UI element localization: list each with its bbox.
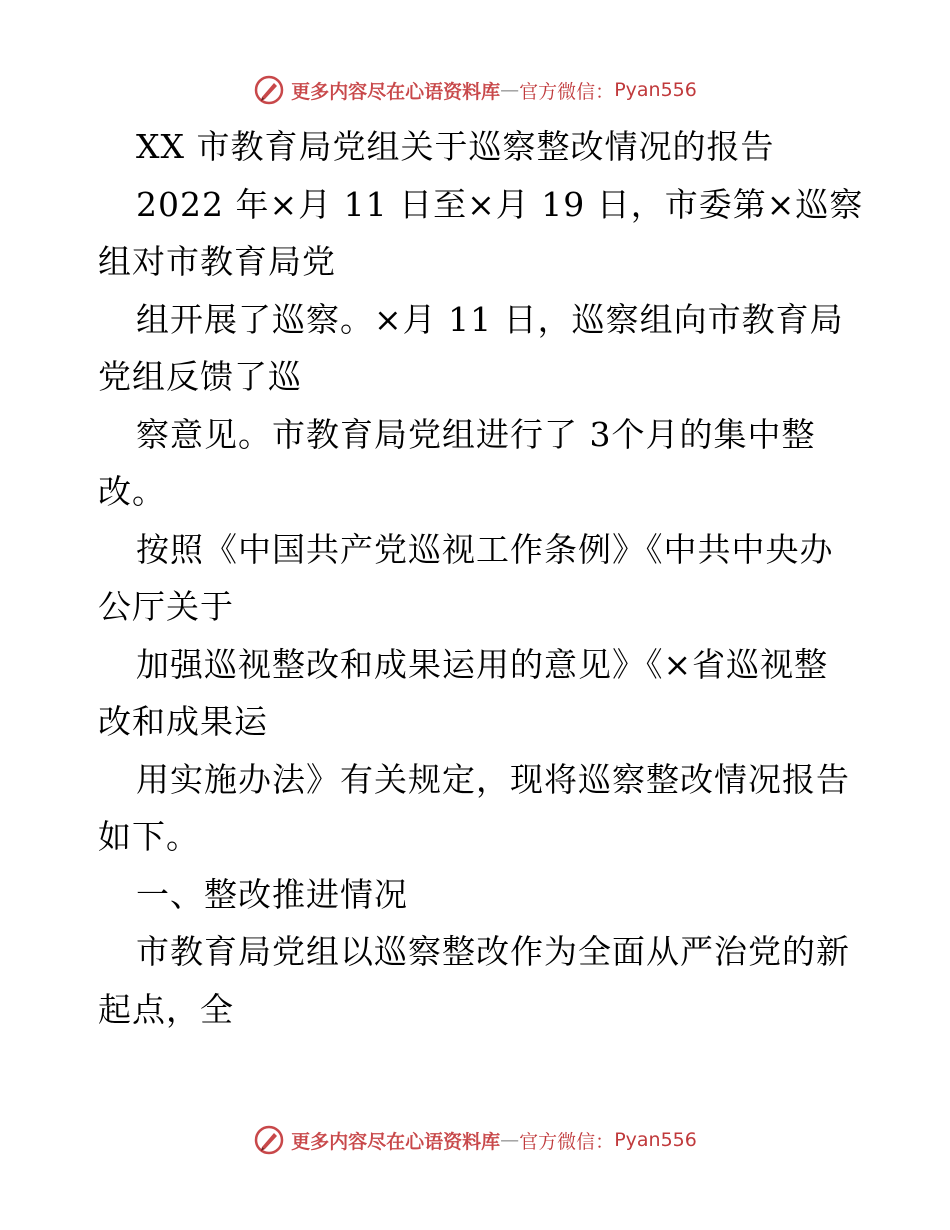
banner-main-text: 更多内容尽在心语资料库 xyxy=(291,80,501,103)
document-body xyxy=(98,118,864,1038)
section-heading: 一、整改推进情况 xyxy=(136,874,408,914)
pen-logo-icon xyxy=(253,74,285,106)
banner-wechat-id: Pyan556 xyxy=(614,79,697,101)
paragraph-line: 起点，全 xyxy=(98,989,234,1029)
paragraph-line: 改和成果运 xyxy=(98,702,268,741)
paragraph-line: 党组反馈了巡 xyxy=(98,357,302,396)
paragraph-line: 用实施办法》有关规定，现将巡察整改情况报告 xyxy=(136,759,850,799)
banner-dash: — xyxy=(500,79,520,101)
document-title: XX 市教育局党组关于巡察整改情况的报告 xyxy=(136,127,775,166)
paragraph-line: 组开展了巡察。×月 11 日，巡察组向市教育局 xyxy=(136,299,844,339)
paragraph-line: 2022 年×月 11 日至×月 19 日，市委第×巡察 xyxy=(136,184,864,224)
banner-wechat-id: Pyan556 xyxy=(614,1129,697,1151)
header-banner xyxy=(0,70,950,110)
footer-banner xyxy=(0,1120,950,1160)
paragraph-line: 加强巡视整改和成果运用的意见》《×省巡视整 xyxy=(136,644,829,684)
paragraph-line: 察意见。市教育局党组进行了 3个月的集中整 xyxy=(136,414,816,454)
banner-official-label: 官方微信： xyxy=(519,80,615,103)
banner-official-label: 官方微信： xyxy=(519,1130,615,1153)
paragraph-line: 改。 xyxy=(98,472,166,511)
pen-logo-icon xyxy=(253,1124,285,1156)
paragraph-line: 按照《中国共产党巡视工作条例》《中共中央办 xyxy=(136,529,834,569)
paragraph-line: 组对市教育局党 xyxy=(98,242,336,281)
paragraph-line: 公厅关于 xyxy=(98,587,234,626)
banner-main-text: 更多内容尽在心语资料库 xyxy=(291,1130,501,1153)
paragraph-line: 市教育局党组以巡察整改作为全面从严治党的新 xyxy=(136,932,850,971)
paragraph-line: 如下。 xyxy=(98,817,200,856)
banner-dash: — xyxy=(500,1129,520,1151)
